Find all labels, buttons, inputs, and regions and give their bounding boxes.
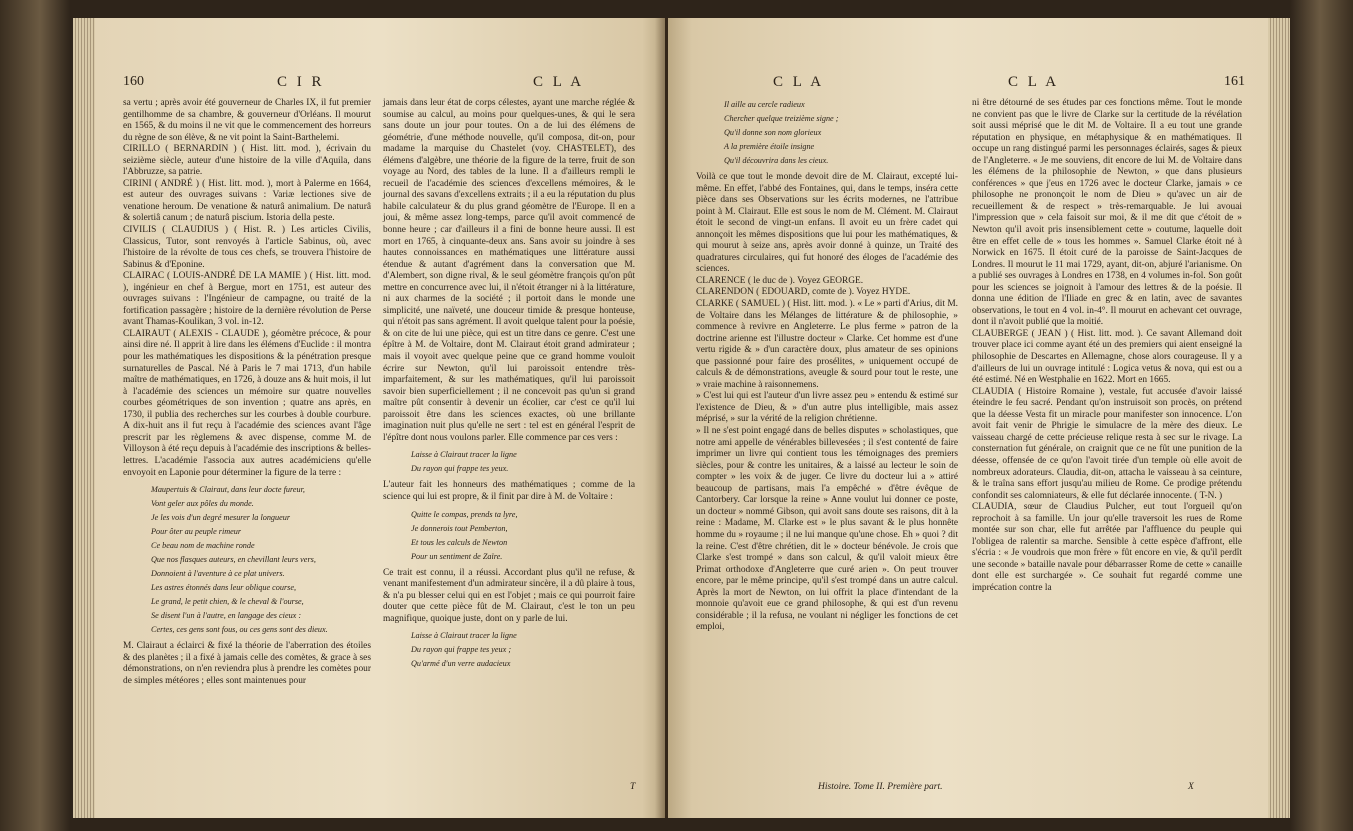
page-edges-left — [73, 18, 95, 818]
paragraph: ni être détourné de ses études par ces fonctions même. Tout le monde ne convient pas que le livre de Clarke sur la certitude de la révélation soit aussi méprisé que le dit M. de Voltaire. Il a eu tout une grande réputation en physique, en métaphysique & en mathématiques. Il occupe un rang distingué parmi les personnages éclairés, sages & pieux de l'Angleterre. « Je me souviens, dit encore de lui M. de Voltaire dans les élémens de la philosophie de Newton, » que dans plusieurs conférences » que j'eus en 1726 avec le docteur Clarke, jamais » ce philosophe ne prononçoit le nom de Dieu » qu'avec un air de recueillement & de respect » très-remarquable. Je lui avouai l'impression que » cela faisoit sur moi, & il me dit que c'étoit de » Newton qu'il avoit pris insensiblement cette » coutume, laquelle doit être en effet celle de » tous les hommes ». Samuel Clarke étoit né à Norwick en 1675. Il étoit curé de la paroisse de Saint-Jacques de Londres. Il mourut le 11 mai 1729, ayant, dit-on, abjuré l'arianisme. On a publié ses ouvrages à Londres en 1738, en 4 volumes in-fol. Son goût pour les sciences se joignoit à l'amour des lettres & de la poésie. Il donna une édition de l'Iliade en grec & en latin, avec de savantes observations, le tout en 4 vol. in-4°. Il mourut en achevant cet ouvrage, dont il n'avoit publié que la moitié. CLAUBERGE ( JEAN ) ( Hist. litt. mod. ). Ce savant Allemand doit trouver place ici comme ayant été un des premiers qui aient enseigné la philosophie de Descartes en Allemagne, chose alors courageuse. Il y a d'ailleurs de lui un ouvrage intitulé : Logica vetus & nova, qui est ou a été estimé. Né en Westphalie en 1622. Mort en 1665. CLAUDIA ( Histoire Romaine ), vestale, fut accusée d'avoir laissé éteindre le feu sacré. Pendant qu'on instruisoit son procès, on prétend que la déesse Vesta fit un miracle pour manifester son innocence. L'on avoit fait venir de Phrigie le simulacre de la mère des dieux. Le vaisseau chargé de cette précieuse relique resta à sec sur le rivage. La consternation fut générale, on craignit que ce ne fût une punition de la déesse, offensée de ce qu'on l'avoit tirée d'un temple où elle avoit de nombreux adorateurs. Claudia, dit-on, attacha le vaisseau à sa ceinture, & le traîna sans effort jusqu'au milieu de Rome. Ce prodige prétendu confondit ses calomniateurs, & elle fut déclarée innocente. ( T-N. ) CLAUDIA, sœur de Claudius Pulcher, eut tout l'orgueil qu'on reprochoit à sa famille. Un jour qu'elle traversoit les rues de Rome montée sur son char, elle fut arrêtée par l'affluence du peuple qui l'obligea de ralentir sa marche. Sensible à cette espèce d'affront, elle s'écria : « Je voudrois que mon frère » fût encore en vie, & qu'il perdît une seconde » bataille navale pour débarrasser Rome de cette » canaille dont elle est surchargée ». Ce souhait fut regardé comme une imprécation contre la — [972, 98, 1242, 593]
verse-line: Le grand, le petit chien, & le cheval & l'ourse, — [151, 597, 304, 607]
paragraph: CLAIRAUT ( ALEXIS - CLAUDE ), géomètre précoce, & pour ainsi dire né. Il apprit à lire dans les élémens d'Euclide : il montra pour les mathématiques les dispositions & la pénétration presque surnaturelles de Pascal. Né à Paris le 7 mai 1713, d'un habile maître de mathématiques, en 1726, à douze ans & huit mois, il lut à l'académie des sciences un mémoire sur quatre nouvelles courbes géométriques de son invention ; quatre ans après, en 1730, il publia des recherches sur les courbes à double courbure. A dix-huit ans il fut reçu à l'académie des sciences avant l'âge prescrit par les règlemens & avec dispense, comme M. de Villoyson à été reçu depuis à l'académie des inscriptions & belles-lettres. L'académie l'associa aux autres académiciens qu'elle envoyoit en Laponie pour déterminer la figure de la terre : — [123, 328, 371, 478]
verse-line: Chercher quelque treizième signe ; — [724, 114, 839, 123]
verse-block — [411, 629, 635, 671]
verse-line: Certes, ces gens sont fous, ou ces gens sont des dieux. — [151, 625, 328, 635]
verse-line: Maupertuis & Clairaut, dans leur docte fureur, — [151, 485, 305, 495]
paragraph: CIRINI ( ANDRÉ ) ( Hist. litt. mod. ), mort à Palerme en 1664, est auteur des ouvrages suivans : Variæ lectiones sive de venatione heroum. De venatione & naturâ animalium. De naturâ & solertiâ canum ; de naturâ piscium. Istoria della peste. — [123, 178, 371, 224]
paragraph: M. Clairaut a éclairci & fixé la théorie de l'aberration des étoiles & des planètes ; il a fixé à jamais celle des comètes, & grace à ses démonstrations, on n'en reviendra plus à prendre les comètes pour de simples météores ; elles sont maintenues pour — [123, 641, 371, 686]
verse-line: Qu'il donne son nom glorieux — [724, 128, 822, 137]
verse-line: Qu'armé d'un verre audacieux — [411, 659, 511, 669]
verse-line: Laisse à Clairaut tracer la ligne — [411, 450, 517, 460]
verse-line: Je les vois d'un degré mesurer la longueur — [151, 513, 291, 523]
right-page — [668, 18, 1268, 818]
verse-line: Du rayon qui frappe tes yeux ; — [411, 645, 512, 655]
left-page — [95, 18, 665, 818]
column-1 — [696, 98, 958, 634]
verse-block — [151, 483, 371, 637]
running-head-left: C I R — [277, 74, 325, 90]
verse-line: A la première étoile insigne — [724, 142, 815, 151]
signature-mark: X — [1188, 782, 1194, 792]
paragraph: Voilà ce que tout le monde devoit dire de M. Clairaut, excepté lui-même. En effet, l'abbé des Fontaines, qui, dans le temps, inséra cette pièce dans ses Observations sur les écrits modernes, ne l'attribue point à M. Clairaut. Elle est sous le nom de M. Clément. M. Clairaut étoit le second de vingt-un enfans. Il avoit eu un frère cadet qui annonçoit les mêmes dispositions que lui pour les mathématiques, & qui mourut à seize ans, après avoir donné à quinze, un Traité des quadratures circulaires, qui fut honoré des éloges de l'académie des sciences. CLARENCE ( le duc de ). Voyez GEORGE. CLARENDON ( EDOUARD, comte de ). Voyez HYDE. CLARKE ( SAMUEL ) ( Hist. litt. mod. ). « Le » parti d'Arius, dit M. de Voltaire dans les Mélanges de littérature & de philosophie, » commence à revivre en Angleterre. Le plus ferme » patron de la doctrine arienne est l'illustre docteur » Clarke. Cet homme est d'une vertu rigide & » d'un caractère doux, plus amateur de ses opinions que passionné pour faire des prosélites, » uniquement occupé de calculs & de démonstrations, aveugle & sourd pour tout le reste, une » vraie machine à raisonnemens. » C'est lui qui est l'auteur d'un livre assez peu » entendu & estimé sur l'existence de Dieu, & » d'un autre plus intelligible, mais assez méprisé, » sur la vérité de la religion chrétienne. » Il ne s'est point engagé dans de belles disputes » scholastiques, que notre ami appelle de vénérables billevesées ; il s'est contenté de faire imprimer un livre qui contient tous les témoignages des premiers siècles, pour & contre les unitaires, & a laissé au lecteur le soin de compter » les voix & de juger. Ce livre du docteur lui a » attiré beaucoup de partisans, mais l'a empêché » d'être évêque de Cantorbery. Car lorsque la reine » Anne voulut lui donner ce poste, un docteur » nommé Gibson, qui avoit sans doute ses raisons, dit à la reine : Madame, M. Clarke est » le plus savant & le plus honnête homme du » royaume ; il ne lui manque qu'une chose. Eh » quoi ? dit la reine. C'est d'être chrétien, dit le » docteur bénévole. Je crois que Clarke s'est trompé » dans son calcul, & qu'il valoit mieux être Primat orthodoxe d'Angleterre que curé arien ». On peut trouver encore, par le même principe, qu'il s'est trompé dans un autre calcul. Après la mort de Newton, on lui offrit la place d'intendant de la monnoie qu'avoit eue ce grand philosophe, & qui est d'un revenu considérable ; il la refusa, ne voulant ni négliger les fonctions de cet emploi, — [696, 172, 959, 633]
paragraph: L'auteur fait les honneurs des mathématiques ; comme de la science qui lui est propre, & il finit par dire à M. de Voltaire : — [383, 480, 635, 502]
page-number: 161 — [1224, 74, 1245, 89]
verse-line: Du rayon qui frappe tes yeux. — [411, 464, 509, 474]
verse-block — [411, 508, 635, 564]
verse-block — [724, 98, 958, 168]
verse-line: Ce beau nom de machine ronde — [151, 541, 255, 551]
verse-line: Quitte le compas, prends ta lyre, — [411, 509, 518, 519]
column-1 — [123, 98, 371, 687]
verse-block — [411, 448, 635, 476]
column-2 — [972, 98, 1242, 595]
verse-line: Se disent l'un à l'autre, en langage des cieux : — [151, 611, 302, 621]
verse-line: Il aille au cercle radieux — [724, 100, 805, 109]
paragraph: CIRILLO ( BERNARDIN ) ( Hist. litt. mod. ), écrivain du seizième siècle, auteur d'une histoire de la ville d'Aquila, dans l'Abbruzze, sa patrie. — [123, 144, 371, 178]
verse-line: Vont geler aux pôles du monde. — [151, 499, 254, 509]
verse-line: Et tous les calculs de Newton — [411, 537, 508, 547]
signature-mark: T — [630, 782, 636, 792]
paragraph: sa vertu ; après avoir été gouverneur de Charles IX, il fut premier gentilhomme de sa chambre, & gouverneur d'Orléans. Il mourut en 1565, & du moins il ne vit que le commencement des horreurs du règne de son élève, & ne vit point la Saint-Barthelemi. — [123, 98, 371, 143]
running-head-left: C L A — [773, 74, 825, 90]
footer-title: Histoire. Tome II. Première part. — [818, 782, 943, 792]
verse-line: Que nos flasques auteurs, en chevillant leurs vers, — [151, 555, 316, 565]
page-edges-right — [1268, 18, 1290, 818]
verse-line: Pour un sentiment de Zaïre. — [411, 551, 503, 561]
paragraph: jamais dans leur état de corps célestes, ayant une marche réglée & soumise au calcul, au moins pour quelques-unes, & qui le sera sans doute un jour pour toutes. On a de lui des élémens de géométrie, d'une méthode nouvelle, qu'il composa, dit-on, pour madame la marquise du Chastelet (voy. CHASTELET), des élémens d'algèbre, une théorie de la figure de la terre, fruit de son voyage au Nord, des tables de la lune. Il a d'ailleurs rempli le recueil de l'académie des sciences d'excellens mémoires, & le journal des savans d'excellens extraits ; il a eu la réputation du plus habile calculateur & du plus grand géomètre de l'Europe. Il en a joui, & même assez long-temps, parce qu'il avoit commencé de bonne heure ; car d'ailleurs il a fini de bonne heure aussi. Il est mort en 1765, à cinquante-deux ans. Sans avoir su joindre à ses hautes connoissances en mathématiques une littérature aussi étendue & autant d'agrément dans la conversation que M. d'Alembert, son digne rival, & le seul géomètre françois qu'on pût mettre en concurrence avec lui, il n'étoit étranger ni à la littérature, ni aux charmes de la société ; il portoit dans le monde une simplicité, une naïveté, une douceur timide & presque honteuse, qui n'étoit pas sans agrément. Il avoit quelque talent pour la poésie, & on cite de lui une pièce, qui est un titre dans ce genre. C'est une épître à M. de Voltaire, dont M. Clairaut étoit grand admirateur ; mais il voyoit avec quelque peine que ce grand homme vouloit écrire sur Newton, qu'il lui paroissoit entendre très-imparfaitement, & sur les mathématiques, qu'il lui paroissoit savoir bien superficiellement ; il ne concevoit pas qu'un si grand maître pût consentir à devenir un écolier, car c'est ce qu'il lui paroissoit être dans les sciences exactes, où une brillante imagination nuit plus qu'elle ne sert : tel est en général l'esprit de l'épître dont nous voulons parler. Elle commence par ces vers : — [383, 98, 635, 443]
column-2 — [383, 98, 635, 675]
running-head-right: C L A — [533, 74, 585, 90]
verse-line: Laisse à Clairaut tracer la ligne — [411, 631, 517, 641]
paragraph: Ce trait est connu, il a réussi. Accordant plus qu'il ne refuse, & venant manifestement d'un admirateur sincère, il a dû plaire à tous, & n'a pu blesser celui qui en est l'objet ; mais ce qui pourroit faire douter que cette pièce fût de M. Clairaut, c'est le ton un peu magnifique, quoique juste, dont on y parle de lui. — [383, 567, 635, 624]
verse-line: Les astres étonnés dans leur oblique course, — [151, 583, 297, 593]
verse-line: Qu'il découvrira dans les cieux. — [724, 156, 829, 165]
verse-line: Pour ôter au peuple rimeur — [151, 527, 242, 537]
page-number: 160 — [123, 74, 144, 89]
paragraph: CIVILIS ( CLAUDIUS ) ( Hist. R. ) Les articles Civilis, Classicus, Tutor, sont renvoyés à l'article Sabinus, où, avec l'histoire de la révolte de tous ces chefs, se trouvera l'histoire de Sabinus & d'Eponine. — [123, 225, 371, 270]
verse-line: Je donnerois tout Pemberton, — [411, 523, 508, 533]
running-head-right: C L A — [1008, 74, 1060, 90]
paragraph: CLAIRAC ( LOUIS-ANDRÉ DE LA MAMIE ) ( Hist. litt. mod. ), ingénieur en chef à Bergue, mort en 1751, est auteur des ouvrages suivans : l'Ingénieur de campagne, ou traité de la fortification passagère ; histoire de la dernière révolution de Perse avant Thamas-Koulikan, 3 vol. in-12. — [123, 271, 371, 328]
verse-line: Donnoient à l'aventure à ce plat univers. — [151, 569, 285, 579]
